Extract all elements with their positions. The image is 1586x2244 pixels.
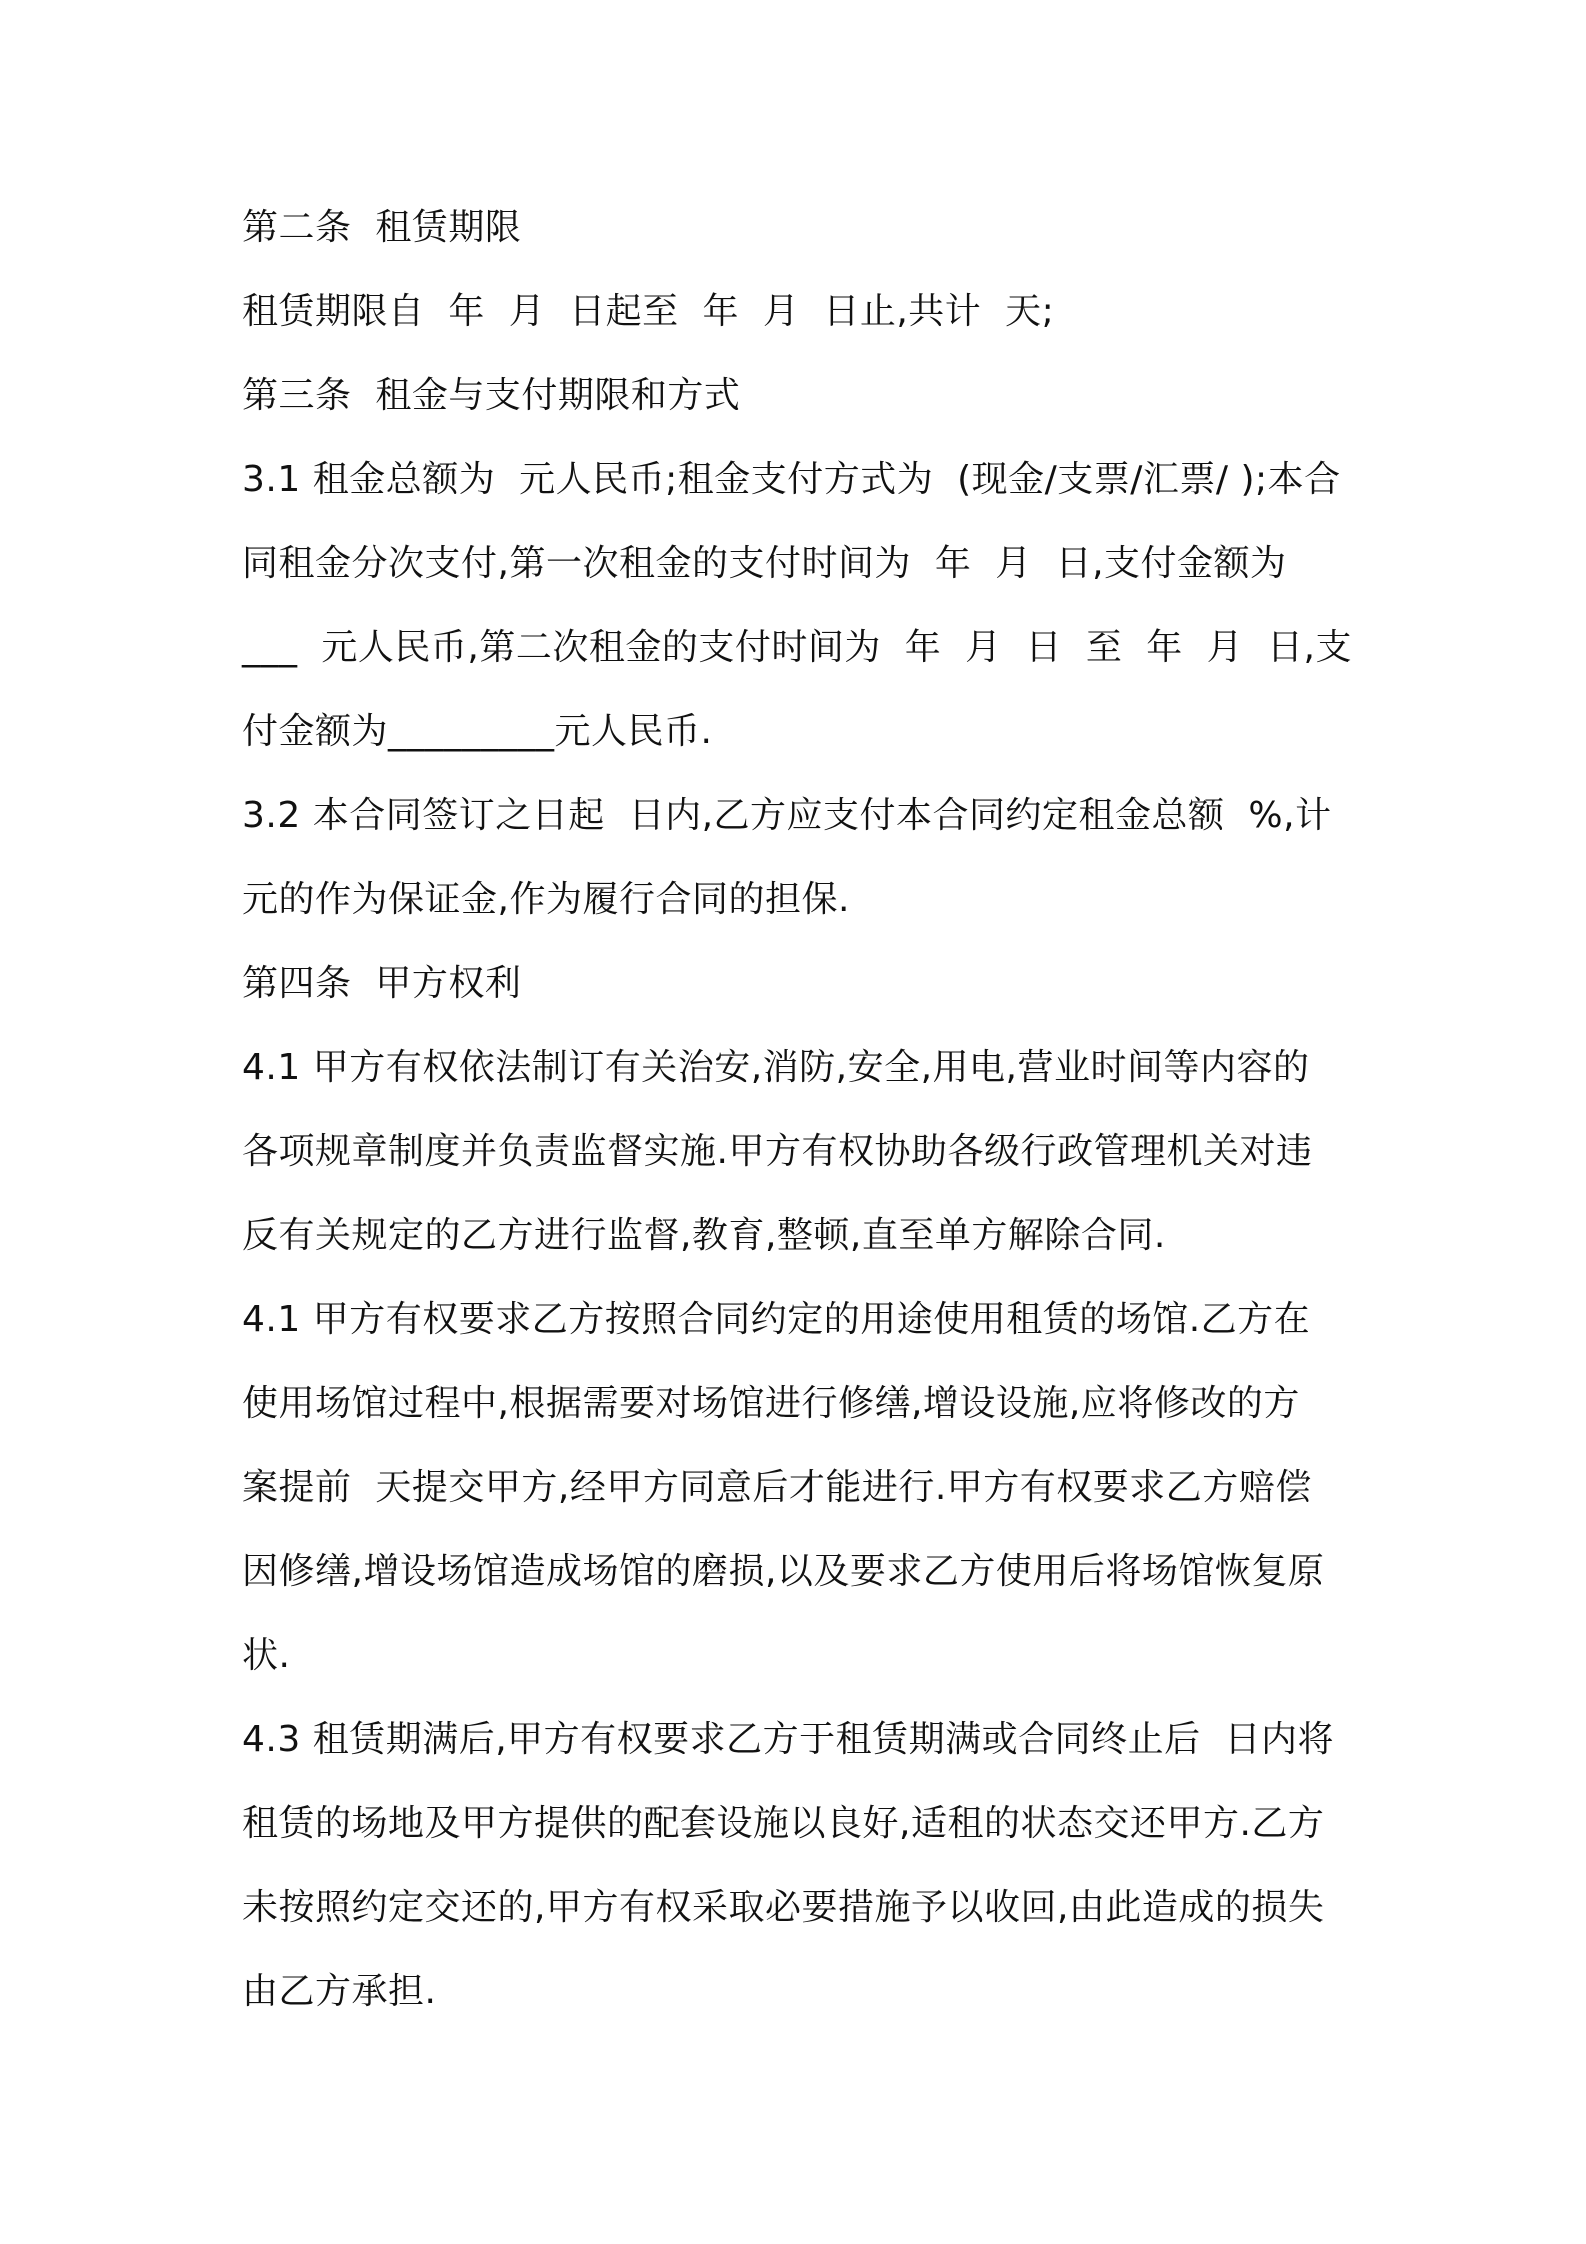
article-3-heading: 第三条 租金与支付期限和方式 [242,375,741,416]
clause-3-2-line-2: 元的作为保证金,作为履行合同的担保. [242,879,850,920]
clause-4-3-line-2: 租赁的场地及甲方提供的配套设施以良好,适租的状态交还甲方.乙方 [242,1803,1325,1844]
clause-3-2-line-1: 3.2 本合同签订之日起 日内,乙方应支付本合同约定租金总额 %,计 [242,795,1332,836]
clause-4-3-line-1: 4.3 租赁期满后,甲方有权要求乙方于租赁期满或合同终止后 日内将 [242,1719,1335,1760]
clause-4-1b-line-5: 状. [242,1635,291,1676]
clause-3-1-line-4: 付金额为_________元人民币. [242,711,713,752]
clause-4-1b-line-1: 4.1 甲方有权要求乙方按照合同约定的用途使用租赁的场馆.乙方在 [242,1299,1311,1340]
clause-4-1b-line-4: 因修缮,增设场馆造成场馆的磨损,以及要求乙方使用后将场馆恢复原 [242,1551,1325,1592]
clause-4-3-line-3: 未按照约定交还的,甲方有权采取必要措施予以收回,由此造成的损失 [242,1887,1325,1928]
clause-4-1-line-2: 各项规章制度并负责监督实施.甲方有权协助各级行政管理机关对违 [242,1131,1313,1172]
clause-4-1-line-1: 4.1 甲方有权依法制订有关治安,消防,安全,用电,营业时间等内容的 [242,1047,1310,1088]
clause-4-1-line-3: 反有关规定的乙方进行监督,教育,整顿,直至单方解除合同. [242,1215,1166,1256]
clause-4-1b-line-2: 使用场馆过程中,根据需要对场馆进行修缮,增设设施,应将修改的方 [242,1383,1300,1424]
clause-4-1b-line-3: 案提前 天提交甲方,经甲方同意后才能进行.甲方有权要求乙方赔偿 [242,1467,1312,1508]
clause-3-1-line-2: 同租金分次支付,第一次租金的支付时间为 年 月 日,支付金额为 [242,543,1287,584]
clause-3-1-line-1: 3.1 租金总额为 元人民币;租金支付方式为 (现金/支票/汇票/ );本合 [242,459,1341,500]
clause-3-1-line-3: ___ 元人民币,第二次租金的支付时间为 年 月 日 至 年 月 日,支 [242,627,1352,668]
article-4-heading: 第四条 甲方权利 [242,963,522,1004]
lease-term-line: 租赁期限自 年 月 日起至 年 月 日止,共计 天; [242,291,1055,332]
clause-4-3-line-4: 由乙方承担. [242,1971,437,2012]
article-2-heading: 第二条 租赁期限 [242,207,522,248]
